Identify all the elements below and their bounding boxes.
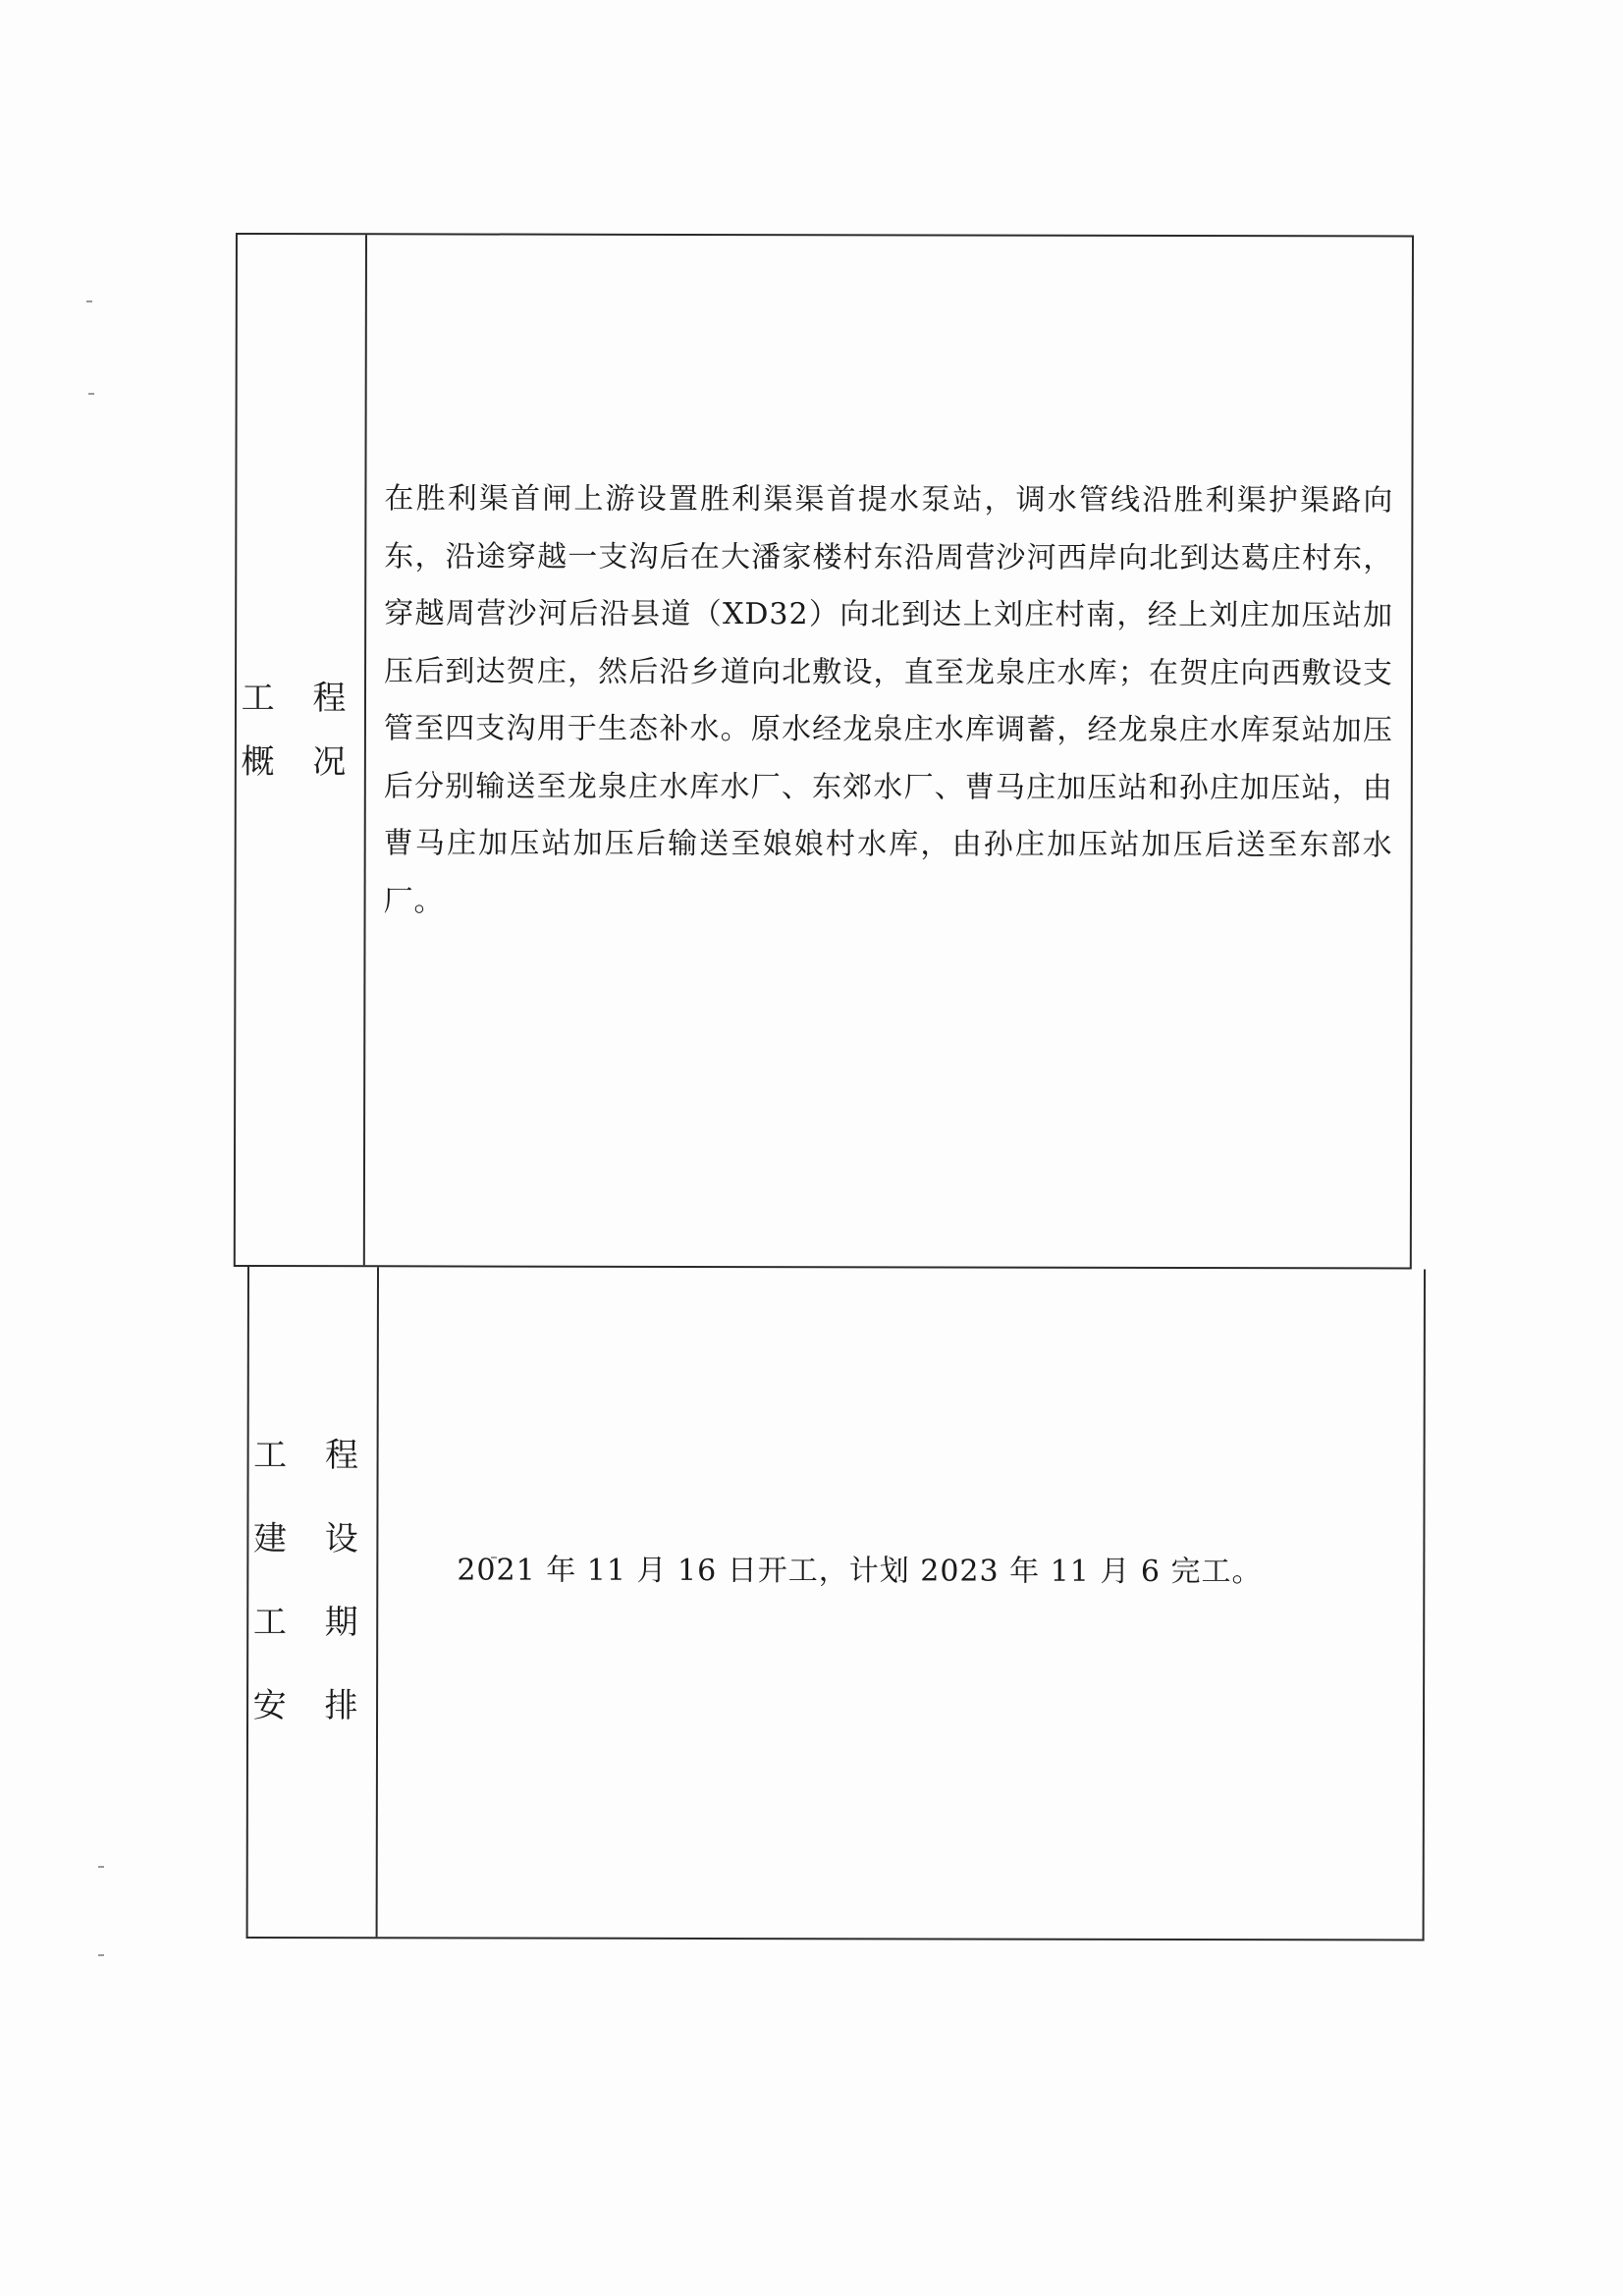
label-cell-overview	[236, 235, 367, 1265]
table-row-schedule	[246, 1267, 1426, 1941]
scan-speck	[86, 301, 92, 302]
overview-paragraph: 在胜利渠首闸上游设置胜利渠渠首提水泵站，调水管线沿胜利渠护渠路向东，沿途穿越一支沟后在大潘家楼村东沿周营沙河西岸向北到达葛庄村东，穿越周营沙河后沿县道（XD32）向北到达上刘庄村南，经上刘庄加压站加压后到达贺庄，然后沿乡道向北敷设，直至龙泉庄水库；在贺庄向西敷设支管至四支沟用于生态补水。原水经龙泉庄水库调蓄，经龙泉庄水库泵站加压后分别输送至龙泉庄水库水厂、东郊水厂、曹马庄加压站和孙庄加压站，由曹马庄加压站加压后输送至娘娘村水库，由孙庄加压站加压后送至东部水厂。	[383, 481, 1394, 918]
row-label-line: 工 期	[252, 1603, 372, 1643]
scan-speck	[98, 1866, 104, 1868]
scan-speck	[88, 393, 94, 395]
row-label-line: 安 排	[252, 1686, 372, 1726]
row-label-line: 工 程	[253, 1436, 373, 1476]
row-label-schedule	[248, 1414, 377, 1748]
content-cell-schedule	[378, 1267, 1424, 1939]
row-label-line: 工 程	[241, 679, 360, 719]
content-cell-overview	[365, 235, 1412, 1267]
label-cell-schedule	[248, 1267, 379, 1937]
schedule-paragraph: 2021 年 11 月 16 日开工，计划 2023 年 11 月 6 完工。	[457, 1553, 1263, 1590]
row-label-line: 概 况	[241, 741, 360, 782]
row-label-overview	[237, 667, 364, 793]
scan-speck	[98, 1954, 104, 1956]
row-label-line: 建 设	[252, 1519, 372, 1559]
table-row-overview	[234, 233, 1414, 1270]
